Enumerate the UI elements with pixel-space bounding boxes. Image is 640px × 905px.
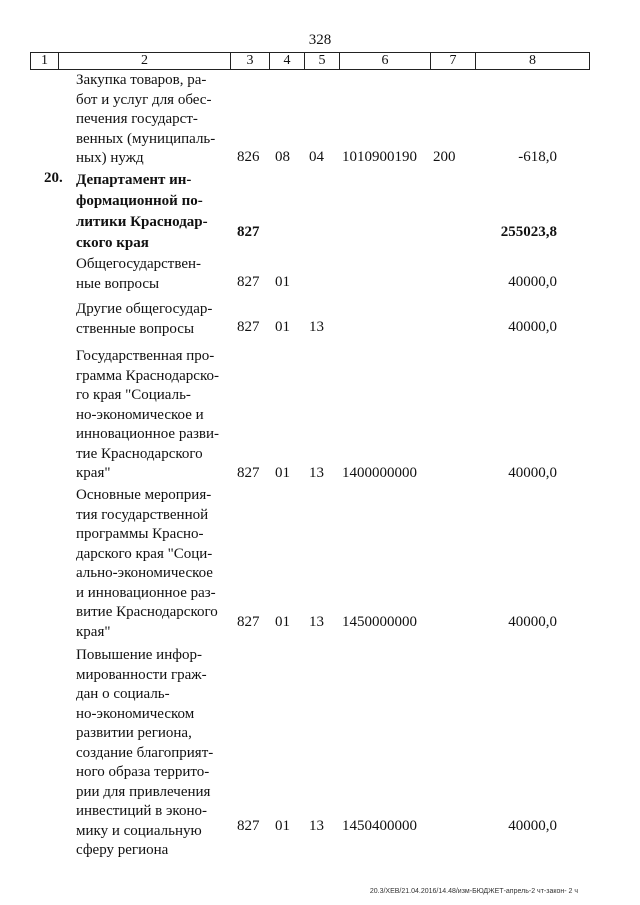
table-row bbox=[0, 71, 640, 167]
row-name-line: и инновационное раз- bbox=[76, 584, 216, 601]
row-name-line: сферу региона bbox=[76, 842, 169, 858]
row-cell-c8: 40000,0 bbox=[508, 817, 557, 834]
row-name bbox=[76, 486, 224, 642]
row-name-line: Основные мероприя- bbox=[76, 487, 212, 503]
row-cell-c3: 827 bbox=[237, 613, 260, 630]
row-name-line: инвестиций в эконо- bbox=[76, 803, 207, 819]
row-name bbox=[76, 255, 224, 294]
row-cell-c5: 13 bbox=[309, 464, 324, 481]
row-name-line: грамма Краснодарско- bbox=[76, 367, 219, 384]
row-name-line: тия государственной bbox=[76, 506, 209, 523]
row-name-line: Государственная про- bbox=[76, 348, 215, 364]
row-name-line: формационной по- bbox=[76, 193, 203, 209]
row-cell-c8: 255023,8 bbox=[500, 223, 557, 240]
row-name-line: программы Красно- bbox=[76, 526, 204, 542]
row-cell-c6: 1010900190 bbox=[342, 148, 417, 165]
column-header-5: 5 bbox=[305, 53, 340, 70]
row-cell-c3: 827 bbox=[237, 464, 260, 481]
row-name bbox=[76, 300, 224, 339]
row-name-line: ные вопросы bbox=[76, 275, 160, 292]
row-cell-c5: 13 bbox=[309, 817, 324, 834]
row-cell-c5: 13 bbox=[309, 318, 324, 335]
row-name-line: дан о социаль- bbox=[76, 686, 170, 702]
row-cell-c8: 40000,0 bbox=[508, 318, 557, 335]
row-name-line: мированности граж- bbox=[76, 666, 207, 683]
row-name-line: ных) нужд bbox=[76, 150, 144, 166]
row-cell-c3: 827 bbox=[237, 223, 260, 240]
row-name-line: ально-экономическое bbox=[76, 565, 213, 581]
row-cell-c4: 01 bbox=[275, 273, 290, 290]
row-cell-c3: 827 bbox=[237, 318, 260, 335]
row-name bbox=[76, 71, 224, 169]
row-name-line: Повышение инфор- bbox=[76, 647, 202, 663]
row-name-line: ного образа террито- bbox=[76, 764, 210, 780]
row-cell-c5: 04 bbox=[309, 148, 324, 165]
row-name-line: го края "Социаль- bbox=[76, 387, 191, 403]
row-name-line: Другие общегосудар- bbox=[76, 301, 213, 317]
row-cell-c4: 01 bbox=[275, 613, 290, 630]
table-row bbox=[0, 486, 640, 640]
row-name-line: дарского края "Соци- bbox=[76, 545, 213, 562]
row-cell-c7: 200 bbox=[433, 148, 456, 165]
column-header-1: 1 bbox=[31, 53, 59, 70]
row-name-line: ственные вопросы bbox=[76, 320, 195, 337]
row-name-line: края" bbox=[76, 623, 111, 640]
row-name bbox=[76, 170, 224, 254]
row-name-line: мику и социальную bbox=[76, 822, 202, 839]
column-header-3: 3 bbox=[231, 53, 270, 70]
row-cell-c6: 1450400000 bbox=[342, 817, 417, 834]
row-name-line: Общегосударствен- bbox=[76, 256, 202, 272]
page-number: 328 bbox=[308, 32, 332, 48]
table-row bbox=[0, 347, 640, 483]
table-row bbox=[0, 646, 640, 858]
row-cell-c3: 827 bbox=[237, 273, 260, 290]
row-cell-c4: 08 bbox=[275, 148, 290, 165]
column-header-row bbox=[31, 53, 590, 70]
row-name-line: литики Краснодар- bbox=[76, 214, 208, 230]
row-cell-c3: 826 bbox=[237, 148, 260, 165]
row-cell-c8: 40000,0 bbox=[508, 613, 557, 630]
row-name-line: но-экономическом bbox=[76, 705, 195, 722]
row-name bbox=[76, 646, 224, 861]
table-row bbox=[0, 255, 640, 292]
row-name-line: тие Краснодарского bbox=[76, 445, 203, 462]
row-cell-c4: 01 bbox=[275, 817, 290, 834]
column-header-7: 7 bbox=[431, 53, 476, 70]
table-row bbox=[0, 300, 640, 337]
footer-reference: 20.3/ХЕВ/21.04.2016/14.48/изм-БЮДЖЕТ-апрель-2 чт-закон- 2 ч bbox=[369, 888, 578, 895]
row-name-line: рии для привлечения bbox=[76, 783, 211, 800]
row-name-line: витие Краснодарского bbox=[76, 604, 218, 620]
row-name-line: бот и услуг для обес- bbox=[76, 91, 212, 108]
column-header-8: 8 bbox=[476, 53, 590, 70]
column-header-table bbox=[30, 52, 590, 70]
row-name-line: но-экономическое и bbox=[76, 406, 204, 423]
row-cell-c8: -618,0 bbox=[518, 148, 557, 165]
row-cell-c6: 1450000000 bbox=[342, 613, 417, 630]
row-cell-c4: 01 bbox=[275, 464, 290, 481]
row-name bbox=[76, 347, 224, 484]
row-name-line: края" bbox=[76, 465, 111, 481]
column-header-6: 6 bbox=[340, 53, 431, 70]
row-name-line: Закупка товаров, ра- bbox=[76, 72, 207, 88]
row-cell-c5: 13 bbox=[309, 613, 324, 630]
column-header-2: 2 bbox=[59, 53, 231, 70]
row-cell-c8: 40000,0 bbox=[508, 464, 557, 481]
row-name-line: создание благоприят- bbox=[76, 744, 214, 761]
row-name-line: Департамент ин- bbox=[76, 172, 192, 188]
table-row bbox=[0, 170, 640, 251]
row-name-line: печения государст- bbox=[76, 111, 198, 127]
row-number: 20. bbox=[44, 170, 63, 186]
row-cell-c3: 827 bbox=[237, 817, 260, 834]
row-name-line: венных (муниципаль- bbox=[76, 130, 216, 147]
row-name-line: инновационное разви- bbox=[76, 426, 220, 442]
column-header-4: 4 bbox=[270, 53, 305, 70]
row-cell-c6: 1400000000 bbox=[342, 464, 417, 481]
row-name-line: развитии региона, bbox=[76, 725, 192, 741]
row-cell-c4: 01 bbox=[275, 318, 290, 335]
row-name-line: ского края bbox=[76, 235, 149, 251]
row-cell-c8: 40000,0 bbox=[508, 273, 557, 290]
